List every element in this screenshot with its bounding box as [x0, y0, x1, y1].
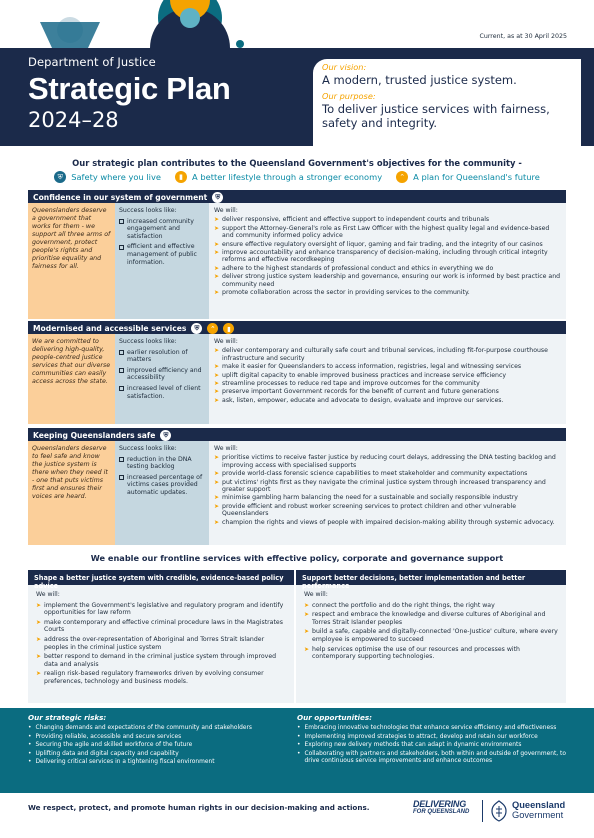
risk-text: Delivering critical services in a tightening fiscal environment	[35, 759, 215, 766]
risk-text: Securing the agile and skilled workforce of the future	[35, 742, 193, 749]
arrow-icon: ➤	[36, 653, 42, 661]
risk-item	[28, 725, 288, 733]
arrow-icon: ➤	[214, 494, 220, 502]
frontline-policy-panel	[28, 570, 294, 706]
opportunity-item	[297, 751, 567, 766]
list-item	[214, 494, 561, 501]
arrow-icon: ➤	[214, 396, 220, 404]
success-column	[115, 203, 209, 319]
list-text: help services optimise the use of our resources and processes with contemporary supporting technologies.	[312, 645, 520, 661]
list-item	[36, 602, 286, 617]
bullet-icon: •	[297, 750, 301, 757]
list-item	[214, 225, 561, 240]
arrow-icon: ➤	[214, 363, 220, 371]
list-text: deliver strong justice system leadership and governance, ensuring our work is informed by best practice and community need	[222, 273, 561, 288]
list-item	[214, 470, 561, 477]
arrow-icon: ➤	[214, 518, 220, 526]
queensland-crest-icon	[490, 800, 508, 822]
success-label: Success looks like:	[119, 207, 177, 214]
success-item	[119, 349, 205, 364]
shield-icon: ⛨	[160, 430, 171, 441]
list-item	[304, 628, 558, 643]
we-will-column	[209, 334, 566, 424]
list-item	[36, 670, 286, 685]
success-item	[119, 385, 205, 400]
success-label: Success looks like:	[119, 445, 177, 452]
plan-years: 2024–28	[28, 108, 119, 132]
list-text: deliver contemporary and culturally safe court and tribunal services, including fit-for-purpose courthouse infrastructure and security	[222, 347, 548, 362]
arrow-icon: ➤	[214, 380, 220, 388]
success-item	[119, 456, 205, 471]
delivering-for-queensland-logo	[413, 800, 469, 816]
bar-chart-icon: ▮	[175, 171, 187, 183]
arrow-icon: ➤	[214, 224, 220, 232]
panel-title: Support better decisions, better implementation and better performance	[296, 570, 566, 585]
list-item	[214, 519, 561, 526]
list-text: support the Attorney-General's role as First Law Officer with the highest quality legal and evidence-based and community informed policy advice	[222, 224, 550, 240]
bullet-icon: •	[28, 759, 32, 766]
objectives-intro: Our strategic plan contributes to the Queensland Government's objectives for the community -	[72, 158, 522, 168]
arrow-icon: ➤	[214, 264, 220, 272]
logo-line-1: DELIVERING	[413, 799, 467, 809]
list-text: minimise gambling harm balancing the need for a sustainable and socially responsible industry	[222, 494, 518, 502]
success-text: efficient and effective management of public information.	[127, 243, 197, 266]
shield-icon: ⛨	[212, 192, 223, 203]
arrow-icon: ➤	[36, 618, 42, 626]
panel-body	[28, 585, 294, 703]
we-will-label: We will:	[36, 591, 60, 598]
success-item	[119, 367, 205, 382]
arrow-icon: ➤	[214, 371, 220, 379]
opportunities-panel	[297, 713, 567, 767]
list-item	[214, 249, 561, 264]
bullet-icon: •	[297, 733, 301, 740]
bullet-icon: •	[28, 750, 32, 757]
opportunity-item	[297, 734, 567, 742]
arrow-icon: ➤	[304, 628, 310, 636]
success-label: Success looks like:	[119, 338, 177, 345]
success-text: reduction in the DNA testing backlog	[127, 455, 192, 471]
section-body	[28, 334, 566, 424]
section-title: Keeping Queenslanders safe	[33, 431, 156, 440]
list-text: ensure effective regulatory oversight of liquor, gaming and fair trading, and the integrity of our casinos	[222, 240, 543, 248]
risk-text: Changing demands and expectations of the community and stakeholders	[35, 725, 253, 731]
list-item	[214, 503, 561, 518]
shield-icon: ⛨	[191, 323, 202, 334]
list-item	[214, 363, 561, 370]
section-title: Confidence in our system of government	[33, 193, 208, 202]
list-text: address the over-representation of Aboriginal and Torres Strait Islander peoples in the criminal justice system	[44, 635, 265, 651]
risk-item	[28, 742, 288, 750]
risks-title: Our strategic risks:	[28, 713, 107, 722]
page-title: Strategic Plan	[28, 71, 231, 106]
list-text: streamline processes to reduce red tape and improve outcomes for the community	[222, 380, 480, 388]
success-item	[119, 243, 205, 266]
success-text: increased percentage of victims cases provided automatic updates.	[127, 473, 203, 496]
bullet-icon: •	[28, 725, 32, 731]
chevron-up-icon: ⌃	[396, 171, 408, 183]
list-text: champion the rights and views of people with impaired decision-making ability through systemic advocacy.	[222, 518, 555, 526]
risk-item	[28, 759, 288, 767]
arrow-icon: ➤	[214, 249, 220, 257]
objectives-list	[0, 171, 594, 183]
list-text: make contemporary and effective criminal procedure laws in the Magistrates Courts	[44, 618, 283, 634]
opportunity-item	[297, 725, 567, 733]
logo-divider	[482, 800, 483, 822]
list-item	[304, 611, 558, 626]
success-column	[115, 334, 209, 424]
list-text: uplift digital capacity to enable improved business practices and increase service efficiency	[222, 371, 507, 379]
chevron-up-icon: ⌃	[207, 323, 218, 334]
qld-line-2: Government	[512, 810, 564, 820]
list-text: ask, listen, empower, educate and advocate to design, evaluate and improve our services.	[222, 396, 504, 404]
objective-label: Safety where you live	[71, 172, 162, 182]
success-item	[119, 474, 205, 497]
list-item	[214, 241, 561, 248]
list-text: connect the portfolio and do the right things, the right way	[312, 601, 495, 609]
checkbox-icon	[119, 350, 124, 355]
opportunities-title: Our opportunities:	[297, 713, 373, 722]
vision-label: Our vision:	[322, 62, 367, 72]
list-item	[304, 602, 558, 610]
objective-label: A better lifestyle through a stronger economy	[192, 172, 383, 182]
we-will-label: We will:	[214, 338, 238, 345]
list-text: improve accountability and enhance transparency of decision-making, including through critical integrity reforms and effective recordkeeping	[222, 249, 548, 264]
queensland-government-logo	[512, 800, 565, 820]
panel-title: Shape a better justice system with credible, evidence-based policy advice	[28, 570, 294, 585]
list-text: respect and embrace the knowledge and diverse cultures of Aboriginal and Torres Strait Islander peoples	[312, 611, 546, 626]
list-item	[36, 653, 286, 668]
purpose-text: To deliver justice services with fairness, safety and integrity.	[322, 102, 550, 130]
panel-body	[296, 585, 566, 703]
arrow-icon: ➤	[36, 635, 42, 643]
list-item	[214, 273, 561, 288]
section-intro: Queenslanders deserve to feel safe and know the justice system is there when they need it - one that puts victims first and ensures their voices are heard.	[28, 441, 115, 545]
list-text: put victims' rights first as they navigate the criminal justice system through increased transparency and greater support	[222, 478, 546, 494]
list-item	[214, 380, 561, 387]
section-body	[28, 203, 566, 319]
list-item	[214, 454, 561, 469]
bullet-icon: •	[28, 742, 32, 749]
success-item	[119, 218, 205, 241]
department-name: Department of Justice	[28, 55, 156, 69]
list-item	[214, 216, 561, 223]
success-text: improved efficiency and accessibility	[127, 366, 202, 382]
decorative-shapes	[0, 0, 300, 48]
checkbox-icon	[119, 245, 124, 250]
arrow-icon: ➤	[304, 645, 310, 653]
opportunity-text: Exploring new delivery methods that can adapt in dynamic environments	[304, 742, 522, 749]
arrow-icon: ➤	[214, 478, 220, 486]
list-text: better respond to demand in the criminal justice system through improved data and analysis	[44, 653, 277, 668]
risk-item	[28, 751, 288, 759]
success-text: increased level of client satisfaction.	[127, 384, 201, 400]
section-header	[28, 190, 566, 203]
current-date: Current, as at 30 April 2025	[479, 33, 567, 40]
risk-item	[28, 734, 288, 742]
section-modernised	[28, 321, 566, 424]
list-text: prioritise victims to receive faster justice by reducing court delays, addressing the DNA testing backlog and improving access with specialised supports	[222, 454, 556, 469]
section-intro: We are committed to delivering high-quality, people-centred justice services that our diverse communities can easily access across the state.	[28, 334, 115, 424]
arrow-icon: ➤	[214, 240, 220, 248]
bullet-icon: •	[28, 733, 32, 740]
shield-icon: ⛨	[54, 171, 66, 183]
section-intro: Queenslanders deserve a government that works for them - we support all three arms of government, protect people's rights and prioritise equality and fairness for all.	[28, 203, 115, 319]
list-text: preserve important Government records for the benefit of current and future generations	[222, 388, 499, 396]
we-will-label: We will:	[214, 207, 238, 214]
section-keeping-safe	[28, 428, 566, 545]
section-confidence	[28, 190, 566, 319]
list-item	[214, 289, 561, 296]
risks-opportunities-band	[0, 708, 594, 793]
frontline-intro: We enable our frontline services with effective policy, corporate and governance support	[90, 553, 504, 563]
list-text: build a safe, capable and digitally-connected 'One-Justice' culture, where every employee is empowered to succeed	[312, 628, 558, 643]
arrow-icon: ➤	[214, 289, 220, 297]
opportunity-item	[297, 742, 567, 750]
success-column	[115, 441, 209, 545]
list-text: provide world-class forensic science capabilities to meet stakeholder and community expectations	[222, 470, 528, 478]
list-item	[214, 479, 561, 494]
list-item	[214, 372, 561, 379]
bullet-icon: •	[297, 742, 301, 749]
risks-panel	[28, 713, 288, 768]
list-item	[214, 388, 561, 395]
qld-line-1: Queensland	[512, 800, 566, 810]
list-item	[36, 636, 286, 651]
human-rights-statement: We respect, protect, and promote human rights in our decision-making and actions.	[28, 803, 370, 812]
we-will-column	[209, 441, 566, 545]
checkbox-icon	[119, 475, 124, 480]
checkbox-icon	[119, 219, 124, 224]
purpose-label: Our purpose:	[322, 91, 376, 101]
risk-text: Uplifting data and digital capacity and capability	[35, 750, 179, 757]
list-text: provide efficient and robust worker screening services to protect children and other vulnerable Queenslanders	[222, 502, 517, 518]
hero-banner	[0, 48, 594, 146]
section-header	[28, 428, 566, 441]
arrow-icon: ➤	[214, 454, 220, 462]
list-text: deliver responsive, efficient and effective support to independent courts and tribunals	[222, 216, 490, 224]
bar-chart-icon: ▮	[223, 323, 234, 334]
opportunity-text: Collaborating with partners and stakeholders, both within and outside of government, to drive continuous service improvements and enhance outcomes	[304, 750, 566, 765]
arrow-icon: ➤	[214, 273, 220, 281]
we-will-label: We will:	[304, 591, 328, 598]
objective-item	[396, 171, 540, 183]
objective-item	[175, 171, 382, 183]
arrow-icon: ➤	[214, 216, 220, 224]
success-text: increased community engagement and satisfaction	[127, 217, 194, 240]
section-body	[28, 441, 566, 545]
arrow-icon: ➤	[304, 601, 310, 609]
checkbox-icon	[119, 457, 124, 462]
list-item	[214, 265, 561, 272]
list-item	[36, 619, 286, 634]
checkbox-icon	[119, 368, 124, 373]
title-block	[28, 55, 231, 132]
list-text: promote collaboration across the sector in providing services to the community.	[222, 289, 470, 297]
list-text: realign risk-based regulatory frameworks driven by evolving consumer preferences, technology and business models.	[44, 670, 264, 685]
arrow-icon: ➤	[214, 502, 220, 510]
we-will-label: We will:	[214, 445, 238, 452]
risk-text: Providing reliable, accessible and secure services	[35, 733, 182, 740]
arrow-icon: ➤	[36, 601, 42, 609]
success-text: earlier resolution of matters	[127, 348, 188, 364]
we-will-column	[209, 203, 566, 319]
list-item	[304, 646, 558, 661]
opportunity-text: Embracing innovative technologies that enhance service efficiency and effectiveness	[304, 725, 557, 731]
arrow-icon: ➤	[36, 670, 42, 678]
bullet-icon: •	[297, 725, 301, 731]
section-header	[28, 321, 566, 334]
list-text: adhere to the highest standards of professional conduct and ethics in everything we do	[222, 264, 494, 272]
arrow-icon: ➤	[214, 347, 220, 355]
list-item	[214, 347, 561, 362]
objective-label: A plan for Queensland's future	[413, 172, 540, 182]
list-text: make it easier for Queenslanders to access information, registries, legal and witnessing services	[222, 363, 522, 371]
frontline-support-panel	[296, 570, 566, 706]
list-item	[214, 397, 561, 404]
vision-purpose-card	[313, 59, 581, 153]
section-title: Modernised and accessible services	[33, 324, 187, 333]
arrow-icon: ➤	[214, 388, 220, 396]
arrow-icon: ➤	[304, 611, 310, 619]
opportunity-text: Implementing improved strategies to attract, develop and retain our workforce	[304, 733, 538, 740]
objective-item	[54, 171, 161, 183]
logo-line-2: FOR QUEENSLAND	[413, 809, 470, 815]
arrow-icon: ➤	[214, 470, 220, 478]
list-text: implement the Government's legislative and regulatory program and identify opportunities for law reform	[44, 601, 284, 617]
checkbox-icon	[119, 386, 124, 391]
vision-text: A modern, trusted justice system.	[322, 73, 517, 87]
